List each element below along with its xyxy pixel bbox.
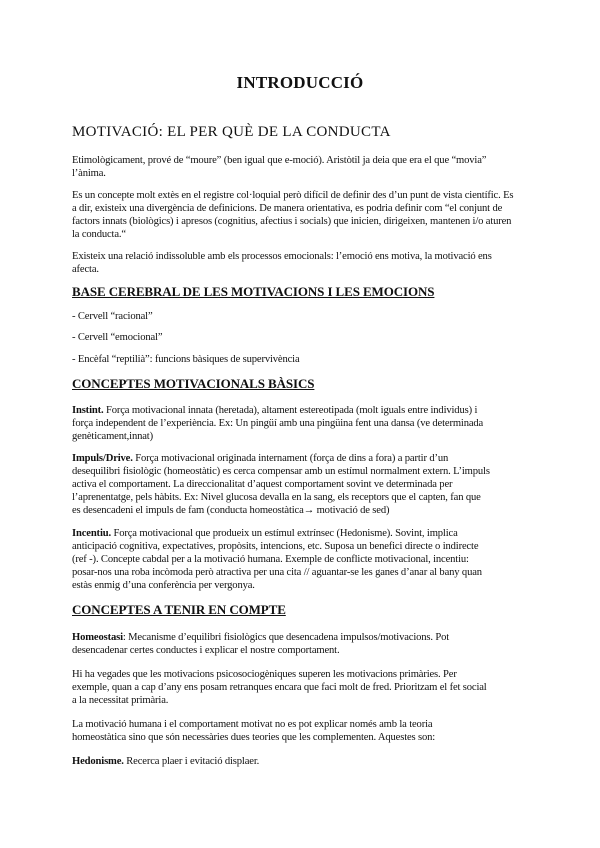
text-line: la conducta.“ — [72, 229, 126, 240]
text-line: (ref -). Concepte cabdal per a la motivació humana. Exemple de conflicte motivacional, incentiu: — [72, 554, 469, 565]
text-line: posar-nos una roba incòmoda però atractiva per una cita // aguantar-se les ganes d’anar al bany quan — [72, 567, 482, 578]
text-line: exemple, quan a cap d’any ens posam retranques encara que faci molt de fred. Prioritzam el fet social — [72, 682, 487, 693]
text-line: : Mecanisme d’equilibri fisiològics que desencadena impulsos/motivacions. Pot — [122, 632, 450, 643]
concept-term: Instint. — [72, 405, 104, 416]
text-line: força independent de l’experiència. Ex: Un pingüí amb una pingüina fent una dansa (ve determinada — [72, 418, 484, 429]
text-line: Força motivacional innata (heretada), altament estereotipada (molt iguals entre individus) i — [103, 405, 478, 416]
section-heading-base-cerebral: BASE CEREBRAL DE LES MOTIVACIONS I LES EMOCIONS — [72, 284, 435, 299]
text-line: Força motivacional que produeix un estímul extrínsec (Hedonisme). Sovint, implica — [110, 528, 458, 539]
text-line: afecta. — [72, 264, 99, 275]
text-line: Existeix una relació indissoluble amb els processos emocionals: l’emoció ens motiva, la motivació ens — [72, 251, 492, 262]
text-line: genèticament,innat) — [72, 431, 153, 442]
text-line: La motivació humana i el comportament motivat no es pot explicar només amb la teoria — [72, 719, 433, 730]
text-line: es desencadeni el impuls de fam (conducta homeostàtica→ motivació de sed) — [72, 505, 390, 516]
section-heading-motivacio: MOTIVACIÓ: EL PER QUÈ DE LA CONDUCTA — [72, 124, 391, 140]
concept-incentiu — [72, 527, 532, 592]
concept-impuls — [72, 452, 532, 517]
text-line: Etimològicament, prové de “moure” (ben igual que e-moció). Aristòtil ja deia que era el que “movia” — [72, 155, 487, 166]
concept-term: Impuls/Drive. — [72, 453, 133, 464]
list-item: - Cervell “emocional” — [72, 332, 163, 343]
text-line: Força motivacional originada internament (força de dins a fora) a partir d’un — [132, 453, 449, 464]
section-heading-tenir-en-compte: CONCEPTES A TENIR EN COMPTE — [72, 602, 286, 617]
concept-term: Hedonisme. — [72, 756, 124, 767]
text-line: desequilibri fisiològic (homeostàtic) es cerca compensar amb un estímul normalment extern. L’impuls — [72, 466, 490, 477]
paragraph-psicosociogeniques — [72, 668, 532, 707]
section-heading-conceptes-basics: CONCEPTES MOTIVACIONALS BÀSICS — [72, 376, 315, 391]
list-item: - Cervell “racional” — [72, 311, 153, 322]
text-line: Hi ha vegades que les motivacions psicosociogèniques superen les motivacions primàries. Per — [72, 669, 457, 680]
text-line: Es un concepte molt extès en el registre col·loquial però difícil de definir des d’un punt de vista científic. Es — [72, 190, 514, 201]
text-line: l’ànima. — [72, 168, 106, 179]
paragraph-teories — [72, 718, 532, 744]
concept-instint — [72, 404, 532, 443]
text-line: a dir, existeix una divergència de definicions. De manera orientativa, es podria definir com “el conjunt de — [72, 203, 503, 214]
text-line: estàs enmig d’una conferència per vergonya. — [72, 580, 255, 591]
concept-term: Homeostasi — [72, 632, 123, 643]
concept-hedonisme — [72, 755, 532, 768]
list-item: - Encèfal “reptilià”: funcions bàsiques de supervivència — [72, 354, 300, 365]
text-line: factors innats (biològics) i apresos (cognitius, afectius i socials) que inicien, dirigeixen, mantenen i/o aturen — [72, 216, 512, 227]
text-line: desencadenar certes conductes i explicar el nostre comportament. — [72, 645, 340, 656]
page-title: INTRODUCCIÓ — [236, 73, 364, 92]
paragraph-definicio — [72, 189, 532, 241]
paragraph-etimologia — [72, 154, 532, 180]
text-line: Recerca plaer i evitació displaer. — [123, 756, 260, 767]
text-line: homeostàtica sino que són necessàries dues teories que les complementen. Aquestes son: — [72, 732, 436, 743]
text-line: a la necessitat primària. — [72, 695, 169, 706]
concept-homeostasi — [72, 631, 532, 657]
paragraph-relacio — [72, 250, 532, 276]
concept-term: Incentiu. — [72, 528, 111, 539]
text-line: activa el comportament. La direccionalitat d’aquest comportament sovint ve determinada per — [72, 479, 453, 490]
text-line: anticipació cognitiva, expectatives, propòsits, intencions, etc. Suposa un benefici directe o indirecte — [72, 541, 479, 552]
text-line: l’aprenentatge, pels hàbits. Ex: Nivel glucosa devalla en la sang, els receptors que el capten, fan que — [72, 492, 481, 503]
